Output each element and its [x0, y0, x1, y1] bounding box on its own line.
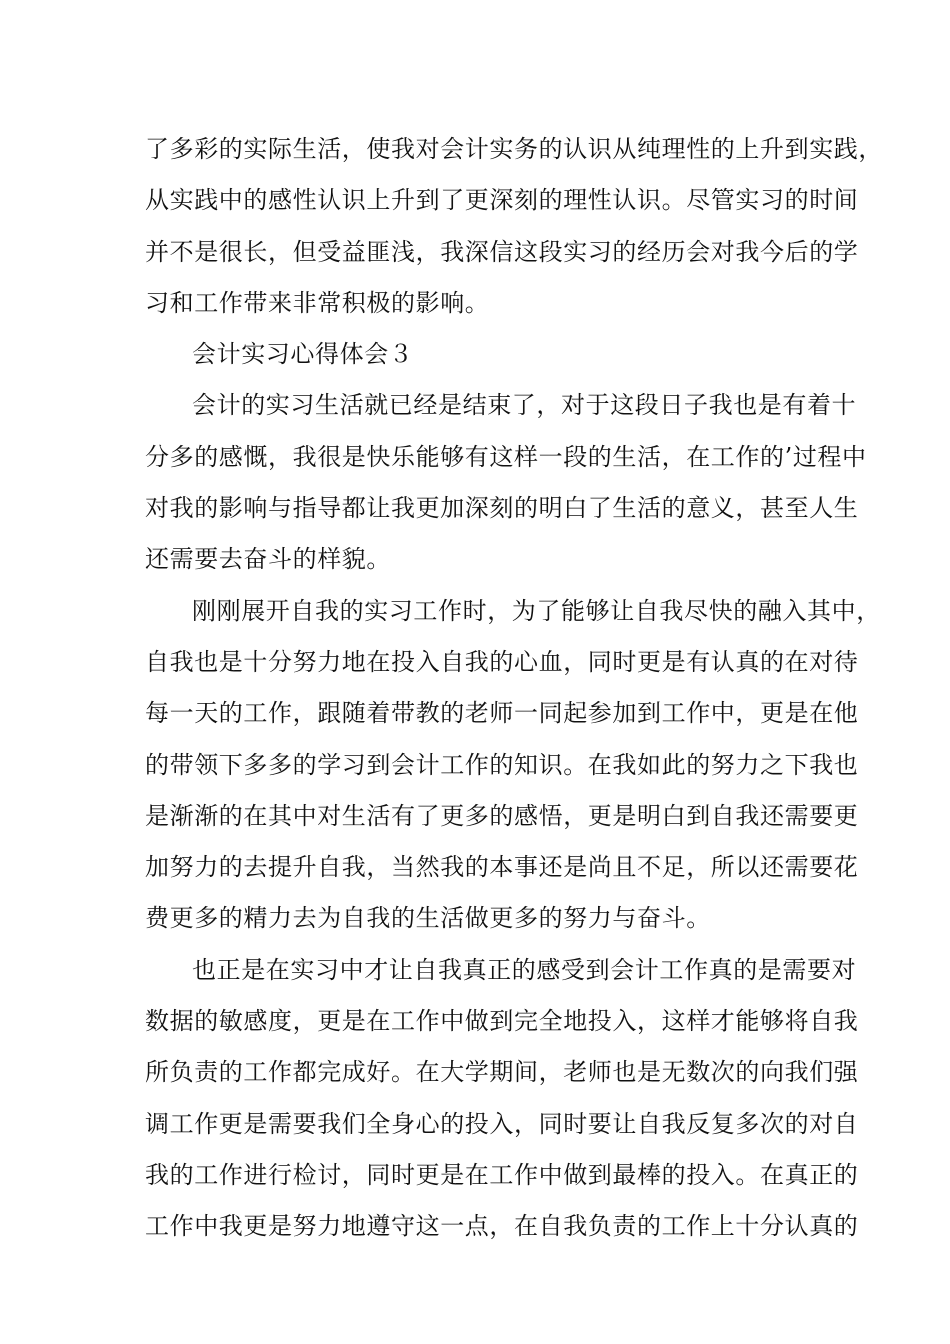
text-line: 每一天的工作，跟随着带教的老师一同起参加到工作中，更是在他 [145, 699, 859, 728]
text-line: 分多的感慨，我很是快乐能够有这样一段的生活，在工作的’过程中 [145, 442, 867, 471]
text-line: 从实践中的感性认识上升到了更深刻的理性认识。尽管实习的时间 [145, 186, 859, 215]
text-line: 加努力的去提升自我，当然我的本事还是尚且不足，所以还需要花 [145, 853, 859, 882]
text-line: 费更多的精力去为自我的生活做更多的努力与奋斗。 [145, 904, 711, 933]
paragraph-start-line: 会计的实习生活就已经是结束了，对于这段日子我也是有着十 [192, 391, 857, 420]
text-line: 还需要去奋斗的样貌。 [145, 545, 391, 574]
text-line: 调工作更是需要我们全身心的投入，同时要让自我反复多次的对自 [145, 1109, 859, 1138]
text-line: 并不是很长，但受益匪浅，我深信这段实习的经历会对我今后的学 [145, 237, 859, 266]
text-line: 自我也是十分努力地在投入自我的心血，同时更是有认真的在对待 [145, 647, 859, 676]
text-line: 所负责的工作都完成好。在大学期间，老师也是无数次的向我们强 [145, 1058, 859, 1087]
text-line: 数据的敏感度，更是在工作中做到完全地投入，这样才能够将自我 [145, 1007, 859, 1036]
section-heading: 会计实习心得体会３ [192, 340, 414, 369]
text-line: 工作中我更是努力地遵守这一点，在自我负责的工作上十分认真的 [145, 1212, 859, 1241]
text-line: 我的工作进行检讨，同时更是在工作中做到最棒的投入。在真正的 [145, 1160, 859, 1189]
text-line: 是渐渐的在其中对生活有了更多的感悟，更是明白到自我还需要更 [145, 801, 859, 830]
document-page [145, 129, 883, 1258]
text-line: 了多彩的实际生活，使我对会计实务的认识从纯理性的上升到实践， [145, 135, 883, 163]
text-line: 习和工作带来非常积极的影响。 [145, 288, 490, 317]
paragraph-start-line: 也正是在实习中才让自我真正的感受到会计工作真的是需要对 [192, 955, 857, 984]
paragraph-start-line: 刚刚展开自我的实习工作时，为了能够让自我尽快的融入其中， [192, 596, 881, 625]
text-line: 对我的影响与指导都让我更加深刻的明白了生活的意义，甚至人生 [145, 494, 859, 523]
text-line: 的带领下多多的学习到会计工作的知识。在我如此的努力之下我也 [145, 750, 859, 779]
